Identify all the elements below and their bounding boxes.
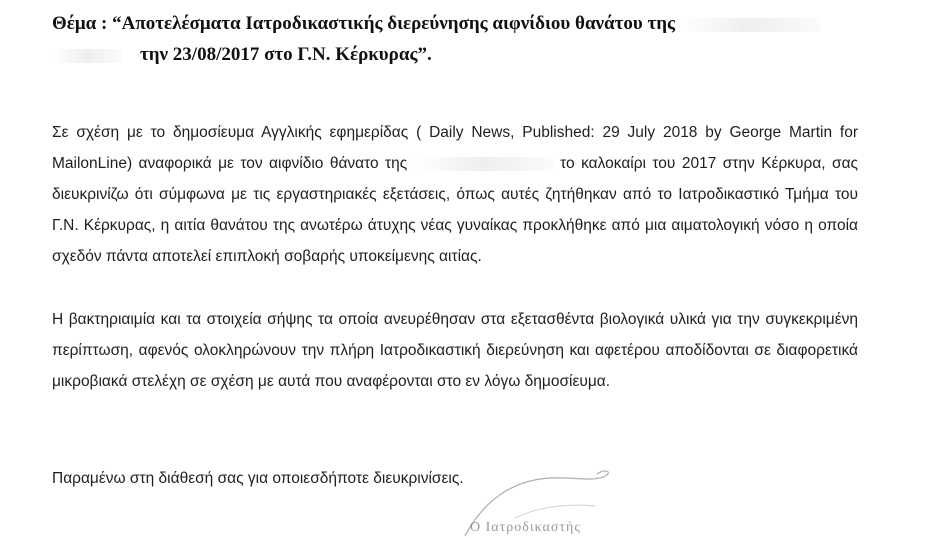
subject-line-2: την 23/08/2017 στο Γ.Ν. Κέρκυρας”. <box>52 39 912 70</box>
paragraph-2: Η βακτηριαιμία και τα στοιχεία σήψης τα οποία ανευρέθησαν στα εξετασθέντα βιολογικά υλικά για την συγκεκριμένη περίπτωση, αφενός ολοκληρώνουν την πλήρη Ιατροδικαστική διερεύνηση και αφετέρου αποδίδονται σε διαφορετικά μικροβιακά στελέχη σε σχέση με αυτά που αναφέρονται στο εν λόγω δημοσίευμα. <box>52 311 858 390</box>
subject-line-1: Θέμα : “Αποτελέσματα Ιατροδικαστικής διερεύνησης αιφνίδιου θανάτου της <box>52 13 676 34</box>
paragraph-1-part-a: Σε σχέση με το δημοσίευμα Αγγλικής εφημερίδας ( Daily News, Published: 29 July 2018 by George Martin for MailonLine) αναφορικά με τον αιφνίδιο θάνατο της <box>52 124 858 172</box>
paragraph-3: Παραμένω στη διάθεσή σας για οποιεσδήποτε διευκρινίσεις. <box>52 470 464 487</box>
redacted-name <box>52 49 122 63</box>
paragraph-1-part-b: το καλοκαίρι του 2017 στην Κέρκυρα, σας διευκρινίζω ότι σύμφωνα με τις εργαστηριακές εξετάσεις, όπως αυτές ζητήθηκαν από το Ιατροδικαστικό Τμήμα του Γ.Ν. Κέρκυρας, η αιτία θανάτου της ανωτέρω άτυχης νέας γυναίκας προκλήθηκε από μια αιματολογική νόσο η οποία σχεδόν πάντα αποτελεί επιπλοκή σοβαρής υποκείμενης αιτίας. <box>52 155 859 265</box>
signature-label: Ο Ιατροδικαστής <box>470 520 581 535</box>
redacted-name <box>414 157 554 171</box>
subject-heading <box>52 8 912 70</box>
redacted-name <box>680 18 820 32</box>
paragraph-1 <box>52 117 858 272</box>
